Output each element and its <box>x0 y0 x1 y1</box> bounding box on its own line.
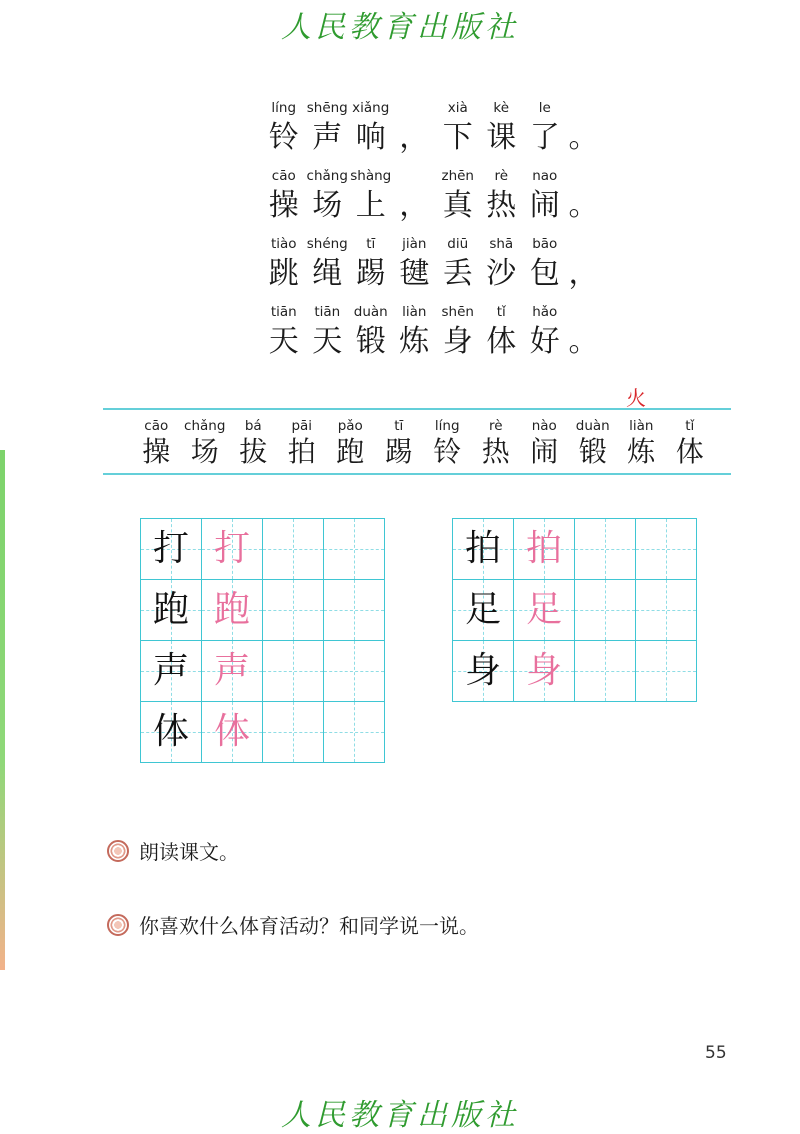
task-read-aloud <box>107 836 239 865</box>
trace-char-text: 体 <box>213 711 250 752</box>
model-char-text: 足 <box>464 589 501 630</box>
hanzi: 课 <box>486 120 517 155</box>
grid-row <box>453 580 697 641</box>
poem-char <box>523 100 567 158</box>
pinyin: bá <box>244 418 262 434</box>
task-bullet-icon <box>107 914 129 936</box>
pinyin <box>393 168 437 186</box>
pinyin: zhēn <box>441 168 474 184</box>
hanzi: 丢 <box>442 256 473 291</box>
model-char-text: 拍 <box>464 528 501 569</box>
pinyin: chǎng <box>306 168 348 184</box>
vocab-char <box>229 418 278 469</box>
punctuation: 。 <box>568 120 599 155</box>
task-text: 你喜欢什么体育活动？和同学说一说。 <box>139 914 479 938</box>
pinyin: tī <box>366 236 376 252</box>
poem-char <box>436 236 480 294</box>
pinyin: duàn <box>353 304 388 320</box>
empty-practice-cell <box>324 519 385 580</box>
poem-char <box>480 100 524 158</box>
poem-char <box>262 304 306 362</box>
pinyin: rè <box>494 168 509 184</box>
poem-char <box>436 304 480 362</box>
pinyin: hǎo <box>532 304 558 320</box>
hanzi: 闹 <box>529 188 560 223</box>
model-char-text: 身 <box>464 650 501 691</box>
vocab-char <box>617 418 666 469</box>
poem-char <box>349 168 393 226</box>
vocab-char <box>375 418 424 469</box>
hanzi: 天 <box>268 324 299 359</box>
poem-char <box>306 236 350 294</box>
pinyin: liàn <box>402 304 427 320</box>
poem-line <box>262 90 599 158</box>
line-end-punctuation <box>567 322 599 362</box>
poem-line <box>262 158 599 226</box>
vocab-char <box>132 418 181 469</box>
pinyin: líng <box>434 418 460 434</box>
trace-char-text: 身 <box>525 650 562 691</box>
poem-char <box>480 168 524 226</box>
hanzi: 下 <box>442 120 473 155</box>
hanzi: 操 <box>268 188 299 223</box>
empty-practice-cell <box>263 580 324 641</box>
pinyin: shēng <box>306 100 348 116</box>
hanzi: 跑 <box>336 435 365 468</box>
pinyin: nào <box>531 418 557 434</box>
hanzi: 炼 <box>627 435 656 468</box>
hanzi: ， <box>399 120 430 155</box>
line-end-punctuation <box>567 118 599 158</box>
poem-char <box>480 304 524 362</box>
poem <box>262 90 599 362</box>
punctuation: 。 <box>568 188 599 223</box>
task-bullet-icon <box>107 840 129 862</box>
task-discuss <box>107 910 479 939</box>
hanzi: 天 <box>312 324 343 359</box>
hanzi: 拔 <box>239 435 268 468</box>
writing-grid-right <box>452 518 697 702</box>
hanzi: 包 <box>529 256 560 291</box>
trace-char <box>202 519 263 580</box>
pinyin: pāi <box>291 418 313 434</box>
trace-char <box>202 641 263 702</box>
pinyin: kè <box>493 100 510 116</box>
trace-char <box>514 519 575 580</box>
hanzi: 热 <box>481 435 510 468</box>
model-char <box>141 519 202 580</box>
empty-practice-cell <box>636 580 697 641</box>
vocab-char <box>520 418 569 469</box>
poem-char <box>523 168 567 226</box>
grid-row <box>141 641 385 702</box>
grid-row <box>141 702 385 763</box>
hanzi: 跳 <box>268 256 299 291</box>
pinyin: tiān <box>314 304 341 320</box>
model-char <box>453 519 514 580</box>
trace-char <box>514 641 575 702</box>
pinyin: cāo <box>144 418 169 434</box>
pinyin: pǎo <box>337 418 363 434</box>
pinyin: líng <box>271 100 297 116</box>
vocab-char <box>423 418 472 469</box>
pinyin: tǐ <box>496 304 506 320</box>
punctuation: ， <box>568 256 599 291</box>
hanzi: 热 <box>486 188 517 223</box>
hanzi: 身 <box>442 324 473 359</box>
hanzi: 拍 <box>287 435 316 468</box>
grid-row <box>141 580 385 641</box>
poem-char <box>262 100 306 158</box>
poem-char <box>262 168 306 226</box>
empty-practice-cell <box>324 702 385 763</box>
hanzi: 毽 <box>399 256 430 291</box>
line-end-punctuation <box>567 186 599 226</box>
poem-char <box>306 100 350 158</box>
model-char-text: 体 <box>152 711 189 752</box>
hanzi: 了 <box>529 120 560 155</box>
hanzi: 真 <box>442 188 473 223</box>
grid-row <box>141 519 385 580</box>
hanzi: 闹 <box>530 435 559 468</box>
pinyin: tiān <box>270 304 297 320</box>
pinyin: xiǎng <box>352 100 390 116</box>
model-char <box>141 641 202 702</box>
vocab-char <box>181 418 230 469</box>
poem-char <box>393 168 437 226</box>
poem-char <box>349 100 393 158</box>
poem-char <box>393 100 437 158</box>
task-text: 朗读课文。 <box>139 840 239 864</box>
empty-practice-cell <box>263 519 324 580</box>
model-char <box>453 641 514 702</box>
publisher-header: 人民教育出版社 <box>281 10 519 45</box>
hanzi: 沙 <box>486 256 517 291</box>
hanzi: 场 <box>312 188 343 223</box>
model-char <box>453 580 514 641</box>
vocab-char <box>666 418 715 469</box>
pinyin: liàn <box>629 418 654 434</box>
poem-char <box>436 168 480 226</box>
hanzi: 体 <box>486 324 517 359</box>
punctuation: 。 <box>568 324 599 359</box>
hanzi: ， <box>399 188 430 223</box>
pinyin: tiào <box>270 236 297 252</box>
pinyin: diū <box>447 236 469 252</box>
pinyin <box>393 100 437 118</box>
hanzi: 铃 <box>433 435 462 468</box>
model-char-text: 打 <box>152 528 189 569</box>
line-end-punctuation <box>567 254 599 294</box>
model-char-text: 声 <box>152 650 189 691</box>
word-bar <box>103 408 731 475</box>
hanzi: 体 <box>675 435 704 468</box>
poem-char <box>306 304 350 362</box>
pinyin: shéng <box>306 236 348 252</box>
empty-practice-cell <box>575 580 636 641</box>
trace-char <box>202 580 263 641</box>
hanzi: 锻 <box>578 435 607 468</box>
writing-grid-left <box>140 518 385 763</box>
word-row <box>132 418 714 469</box>
pinyin: shēn <box>441 304 474 320</box>
poem-char <box>436 100 480 158</box>
poem-char <box>393 236 437 294</box>
trace-char-text: 足 <box>525 589 562 630</box>
radical-hint: 火 <box>626 386 646 410</box>
poem-char <box>306 168 350 226</box>
hanzi: 上 <box>355 188 386 223</box>
pinyin: tī <box>394 418 404 434</box>
page-edge-strip <box>0 450 5 970</box>
empty-practice-cell <box>324 641 385 702</box>
poem-char <box>262 236 306 294</box>
trace-char-text: 拍 <box>525 528 562 569</box>
trace-char-text: 声 <box>213 650 250 691</box>
poem-char <box>349 304 393 362</box>
poem-char <box>480 236 524 294</box>
pinyin: xià <box>447 100 468 116</box>
hanzi: 铃 <box>268 120 299 155</box>
empty-practice-cell <box>575 641 636 702</box>
empty-practice-cell <box>263 702 324 763</box>
model-char <box>141 702 202 763</box>
empty-practice-cell <box>636 519 697 580</box>
vocab-char <box>326 418 375 469</box>
hanzi: 绳 <box>312 256 343 291</box>
publisher-footer: 人民教育出版社 <box>281 1098 519 1133</box>
empty-practice-cell <box>575 519 636 580</box>
poem-char <box>393 304 437 362</box>
poem-line <box>262 226 599 294</box>
trace-char <box>514 580 575 641</box>
poem-char <box>349 236 393 294</box>
trace-char-text: 跑 <box>213 589 250 630</box>
hanzi: 响 <box>355 120 386 155</box>
pinyin: bāo <box>532 236 558 252</box>
model-char <box>141 580 202 641</box>
hanzi: 锻 <box>355 324 386 359</box>
hanzi: 踢 <box>384 435 413 468</box>
trace-char-text: 打 <box>213 528 250 569</box>
hanzi: 操 <box>142 435 171 468</box>
pinyin: le <box>538 100 551 116</box>
hanzi: 声 <box>312 120 343 155</box>
page-number: 55 <box>705 1043 727 1063</box>
trace-char <box>202 702 263 763</box>
pinyin: jiàn <box>402 236 427 252</box>
pinyin: shā <box>489 236 514 252</box>
empty-practice-cell <box>636 641 697 702</box>
model-char-text: 跑 <box>152 589 189 630</box>
pinyin: duàn <box>575 418 610 434</box>
empty-practice-cell <box>263 641 324 702</box>
vocab-char <box>278 418 327 469</box>
grid-row <box>453 519 697 580</box>
vocab-char <box>569 418 618 469</box>
pinyin: rè <box>488 418 503 434</box>
hanzi: 踢 <box>355 256 386 291</box>
hanzi: 场 <box>190 435 219 468</box>
poem-char <box>523 304 567 362</box>
hanzi: 好 <box>529 324 560 359</box>
pinyin: chǎng <box>184 418 226 434</box>
pinyin: cāo <box>271 168 296 184</box>
pinyin: nao <box>532 168 558 184</box>
poem-char <box>523 236 567 294</box>
empty-practice-cell <box>324 580 385 641</box>
poem-line <box>262 294 599 362</box>
hanzi: 炼 <box>399 324 430 359</box>
vocab-char <box>472 418 521 469</box>
grid-row <box>453 641 697 702</box>
pinyin: shàng <box>350 168 392 184</box>
pinyin: tǐ <box>685 418 695 434</box>
